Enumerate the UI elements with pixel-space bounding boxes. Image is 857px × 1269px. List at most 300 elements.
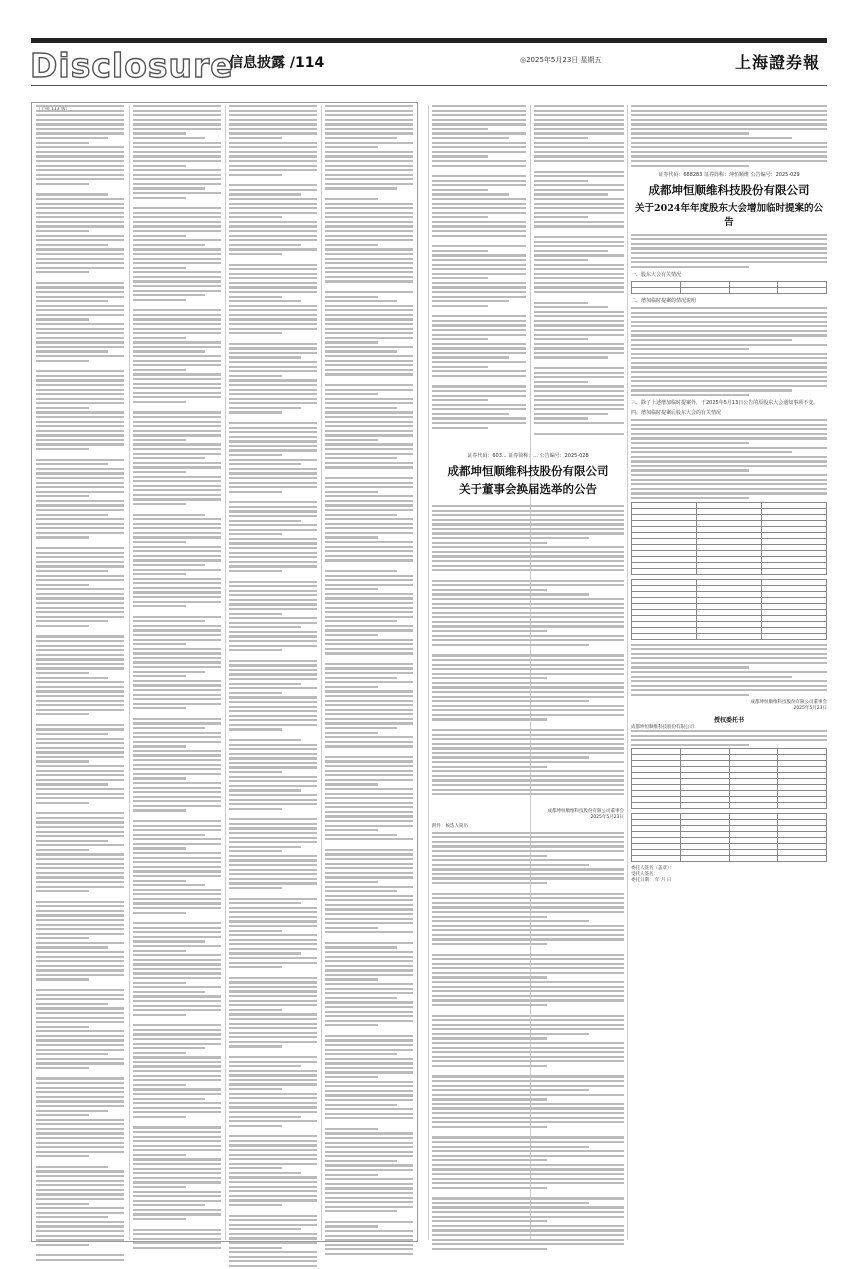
text-line — [133, 573, 186, 575]
text-line — [133, 852, 221, 854]
text-line — [325, 1197, 413, 1199]
text-line — [36, 532, 124, 534]
text-line — [229, 1154, 317, 1156]
text-line — [133, 239, 221, 241]
text-line — [133, 825, 221, 827]
text-line — [36, 212, 124, 214]
text-line — [325, 160, 413, 162]
text-line — [36, 654, 124, 656]
text-line — [229, 1111, 317, 1113]
text-line — [325, 867, 413, 869]
text-line — [229, 873, 317, 875]
text-line — [631, 662, 827, 664]
text-line — [325, 811, 413, 813]
text-line — [229, 309, 317, 311]
text-line — [325, 677, 397, 679]
text-line — [534, 212, 624, 214]
text-line — [36, 1230, 124, 1232]
text-line — [325, 1099, 413, 1101]
text-line — [229, 1172, 301, 1174]
text-line — [325, 491, 378, 493]
text-line — [432, 523, 624, 525]
text-line — [36, 616, 124, 618]
text-line — [325, 123, 413, 125]
text-line — [36, 1254, 124, 1256]
text-line — [133, 1047, 205, 1049]
text-line — [229, 1023, 317, 1025]
attachment-label: 附件：候选人简历 — [432, 823, 468, 829]
text-line — [432, 1136, 624, 1138]
text-line — [133, 1186, 186, 1188]
text-line — [133, 476, 221, 478]
text-line — [133, 369, 186, 371]
text-line — [36, 872, 124, 874]
text-line — [36, 341, 124, 343]
text-line — [432, 598, 624, 600]
text-line — [325, 895, 413, 897]
text-line — [133, 416, 221, 418]
text-line — [534, 385, 624, 387]
text-line — [325, 931, 413, 933]
text-line — [133, 639, 221, 641]
text-line — [36, 360, 89, 362]
text-line — [325, 110, 413, 112]
text-line — [325, 323, 413, 325]
text-line — [36, 1155, 89, 1157]
text-line — [133, 986, 221, 988]
text-line — [325, 1142, 413, 1144]
text-line — [432, 408, 526, 410]
text-line — [36, 1039, 124, 1041]
text-line — [325, 500, 413, 502]
text-line — [133, 453, 221, 455]
paragraph-gap — [432, 798, 624, 804]
text-line — [325, 946, 397, 948]
text-line — [229, 212, 317, 214]
text-line — [133, 1000, 221, 1002]
text-line — [534, 311, 624, 313]
text-line — [133, 698, 221, 700]
text-line — [631, 330, 827, 332]
text-line — [631, 243, 827, 245]
text-line — [133, 569, 221, 571]
text-line — [325, 1235, 413, 1237]
text-line — [36, 225, 124, 227]
text-line — [133, 1061, 221, 1063]
text-line — [133, 1043, 221, 1045]
text-line — [631, 321, 827, 323]
text-line — [133, 169, 221, 171]
text-line — [432, 180, 526, 182]
text-line — [325, 546, 413, 548]
text-line — [432, 934, 624, 936]
text-line — [325, 1039, 413, 1041]
text-line — [325, 570, 397, 572]
text-line — [325, 1183, 413, 1185]
text-line — [325, 1155, 413, 1157]
text-line — [325, 620, 397, 622]
text-line — [432, 630, 547, 632]
text-line — [432, 1004, 547, 1006]
text-line — [325, 276, 413, 278]
text-line — [229, 645, 317, 647]
text-line — [133, 912, 186, 914]
text-line — [631, 247, 827, 249]
text-line — [36, 713, 89, 715]
text-line — [325, 718, 413, 720]
text-line — [133, 963, 221, 965]
text-line — [432, 714, 624, 716]
text-line — [133, 1238, 221, 1240]
text-line — [432, 761, 624, 763]
text-line — [133, 294, 205, 296]
text-line — [325, 309, 413, 311]
text-line — [36, 1212, 124, 1214]
text-line — [432, 986, 624, 988]
text-line — [631, 357, 827, 359]
text-line — [534, 356, 608, 358]
text-line — [631, 307, 827, 309]
text-line — [133, 847, 186, 849]
text-line — [325, 825, 413, 827]
text-line — [229, 1228, 301, 1230]
text-line — [229, 887, 282, 889]
text-line — [325, 681, 413, 683]
text-line — [229, 174, 282, 176]
text-line — [133, 884, 205, 886]
text-line — [325, 443, 413, 445]
text-line — [229, 850, 282, 852]
text-line — [229, 1247, 282, 1249]
text-line — [229, 193, 301, 195]
text-line — [325, 858, 413, 860]
text-line — [325, 509, 413, 511]
text-line — [325, 532, 413, 534]
text-line — [631, 689, 827, 691]
text-line — [229, 631, 317, 633]
text-line — [36, 1221, 124, 1223]
text-line — [325, 1132, 413, 1134]
text-line — [229, 132, 317, 134]
text-line — [325, 1094, 413, 1096]
text-line — [432, 1107, 624, 1109]
text-line — [432, 976, 547, 978]
text-line — [133, 1098, 205, 1100]
text-line — [534, 114, 624, 116]
text-line — [432, 1075, 624, 1077]
text-line — [325, 1248, 413, 1250]
text-line — [325, 652, 413, 654]
text-line — [534, 352, 624, 354]
text-line — [432, 1173, 624, 1175]
text-line — [36, 663, 124, 665]
text-line — [432, 1220, 547, 1222]
text-line — [36, 905, 124, 907]
text-line — [229, 664, 317, 666]
text-line — [36, 1225, 124, 1227]
text-line — [229, 706, 317, 708]
text-line — [534, 245, 624, 247]
text-line — [432, 225, 526, 227]
text-line — [432, 212, 526, 214]
text-line — [229, 803, 317, 805]
text-line — [229, 520, 301, 522]
text-line — [325, 462, 413, 464]
text-line — [133, 1145, 221, 1147]
text-line — [36, 459, 124, 461]
text-line — [432, 235, 526, 237]
text-line — [133, 829, 221, 831]
text-line — [631, 694, 749, 696]
text-line — [432, 911, 624, 913]
text-line — [534, 189, 624, 191]
text-line — [631, 261, 827, 263]
text-line — [36, 216, 124, 218]
text-line — [229, 869, 317, 871]
text-line — [229, 411, 282, 413]
text-line — [325, 550, 413, 552]
text-line — [36, 821, 124, 823]
text-line — [36, 137, 108, 139]
text-line — [36, 858, 124, 860]
text-line — [36, 853, 124, 855]
text-line — [229, 882, 317, 884]
text-line — [534, 404, 624, 406]
text-line — [133, 995, 221, 997]
text-line — [432, 1094, 624, 1096]
text-line — [325, 1006, 413, 1008]
text-line — [133, 1131, 221, 1133]
text-line — [229, 370, 317, 372]
text-line — [229, 110, 317, 112]
text-line — [432, 160, 526, 162]
text-line — [133, 764, 221, 766]
text-line — [432, 705, 624, 707]
text-line — [631, 657, 827, 659]
text-line — [432, 1202, 589, 1204]
text-line — [229, 407, 301, 409]
text-line — [325, 504, 413, 506]
text-line — [229, 1256, 317, 1258]
text-line — [229, 626, 301, 628]
text-line — [432, 682, 624, 684]
text-line — [325, 1044, 413, 1046]
text-line — [325, 262, 413, 264]
text-line — [133, 187, 205, 189]
text-line — [432, 1239, 624, 1241]
text-line — [534, 338, 588, 340]
text-line — [229, 1242, 317, 1244]
text-line — [229, 561, 317, 563]
text-line — [133, 216, 221, 218]
text-line — [229, 1149, 317, 1151]
text-line — [325, 332, 413, 334]
text-line — [36, 831, 124, 833]
text-line — [432, 593, 589, 595]
text-line — [432, 1056, 624, 1058]
text-line — [133, 183, 221, 185]
text-line — [133, 1140, 221, 1142]
text-line — [229, 1036, 317, 1038]
text-line — [36, 974, 124, 976]
text-line — [325, 838, 413, 840]
text-line — [36, 221, 124, 223]
text-line — [432, 1112, 624, 1114]
text-line — [325, 142, 413, 144]
text-line — [432, 864, 589, 866]
text-line — [432, 938, 624, 940]
text-line — [325, 425, 413, 427]
text-line — [36, 690, 124, 692]
text-line — [325, 384, 413, 386]
text-line — [432, 1037, 547, 1039]
text-line — [325, 239, 413, 241]
text-line — [133, 936, 221, 938]
text-line — [432, 1060, 624, 1062]
table-cell — [632, 856, 681, 862]
proxy-signer: 委托人签名（盖章）： — [631, 866, 674, 872]
text-line — [325, 876, 413, 878]
text-line — [432, 542, 547, 544]
text-line — [133, 727, 205, 729]
text-line — [133, 945, 221, 947]
text-line — [229, 165, 317, 167]
text-line — [36, 434, 124, 436]
text-line — [133, 290, 221, 292]
text-line — [432, 569, 624, 571]
text-line — [229, 253, 282, 255]
text-line — [432, 216, 488, 218]
text-line — [325, 318, 413, 320]
text-line — [229, 482, 317, 484]
text-line — [534, 291, 624, 293]
text-line — [325, 253, 413, 255]
text-line — [133, 546, 221, 548]
text-line — [432, 119, 526, 121]
continued-text — [631, 105, 827, 167]
text-line — [36, 198, 124, 200]
text-line — [36, 1180, 124, 1182]
text-line — [229, 603, 317, 605]
text-line — [36, 658, 124, 660]
text-line — [133, 132, 186, 134]
text-line — [432, 897, 624, 899]
text-line — [534, 282, 624, 284]
text-line — [133, 480, 221, 482]
text-line — [325, 704, 413, 706]
text-line — [229, 440, 317, 442]
text-line — [534, 259, 588, 261]
text-line — [133, 434, 221, 436]
text-line — [36, 384, 124, 386]
text-line — [432, 1019, 624, 1021]
text-line — [229, 389, 317, 391]
text-line — [432, 700, 589, 702]
text-line — [325, 1174, 378, 1176]
text-line — [229, 300, 301, 302]
text-line — [133, 285, 221, 287]
text-line — [133, 383, 221, 385]
text-line — [229, 203, 317, 205]
text-line — [36, 193, 108, 195]
text-line — [325, 439, 378, 441]
text-line — [229, 724, 317, 726]
text-line — [36, 1007, 124, 1009]
text-line — [534, 137, 588, 139]
text-line — [534, 334, 624, 336]
text-line — [432, 859, 624, 861]
text-line — [432, 1028, 624, 1030]
text-line — [432, 560, 624, 562]
text-line — [36, 593, 124, 595]
text-line — [36, 649, 124, 651]
text-line — [325, 212, 413, 214]
text-line — [631, 128, 827, 130]
text-line — [534, 250, 608, 252]
text-line — [325, 350, 397, 352]
text-line — [229, 939, 317, 941]
text-line — [133, 620, 205, 622]
text-line — [325, 774, 413, 776]
text-line — [133, 564, 205, 566]
temporary-proposal-announcement — [631, 105, 827, 883]
text-line — [36, 1096, 124, 1098]
text-line — [432, 775, 624, 777]
text-line — [36, 468, 124, 470]
text-line — [432, 1206, 624, 1208]
text-line — [325, 457, 397, 459]
text-line — [325, 611, 413, 613]
newspaper-brand: 上海證券報 — [735, 53, 821, 72]
text-line — [432, 995, 624, 997]
text-line — [432, 395, 526, 397]
text-line — [36, 919, 124, 921]
text-line — [36, 1119, 124, 1121]
text-line — [325, 369, 413, 371]
signoff-company: 成都坤恒顺维科技股份有限公司董事会 — [750, 700, 827, 706]
text-line — [229, 841, 317, 843]
text-line — [133, 861, 221, 863]
text-line — [133, 119, 221, 121]
text-line — [432, 868, 624, 870]
text-line — [325, 477, 413, 479]
text-line — [229, 599, 317, 601]
text-line — [133, 750, 221, 752]
text-line — [229, 878, 317, 880]
text-line — [36, 323, 124, 325]
text-line — [133, 142, 221, 144]
text-line — [133, 165, 186, 167]
announcement-code-line: 证券代码：603... 证券简称：... 公告编号：2025-028 — [467, 453, 589, 459]
text-line — [325, 997, 397, 999]
text-line — [36, 309, 124, 311]
text-line — [36, 1067, 89, 1069]
text-line — [229, 687, 317, 689]
text-line — [432, 519, 624, 521]
text-line — [229, 934, 317, 936]
text-line — [631, 460, 827, 462]
issue-date: ◎2025年5月23日 星期五 — [520, 56, 602, 64]
text-line — [133, 838, 221, 840]
text-line — [325, 430, 413, 432]
text-line — [631, 389, 792, 391]
text-line — [534, 241, 624, 243]
signoff-date: 2025年5月23日 — [590, 814, 624, 820]
text-line — [432, 151, 526, 153]
text-line — [229, 1083, 317, 1085]
text-line — [133, 834, 205, 836]
text-line — [325, 783, 378, 785]
